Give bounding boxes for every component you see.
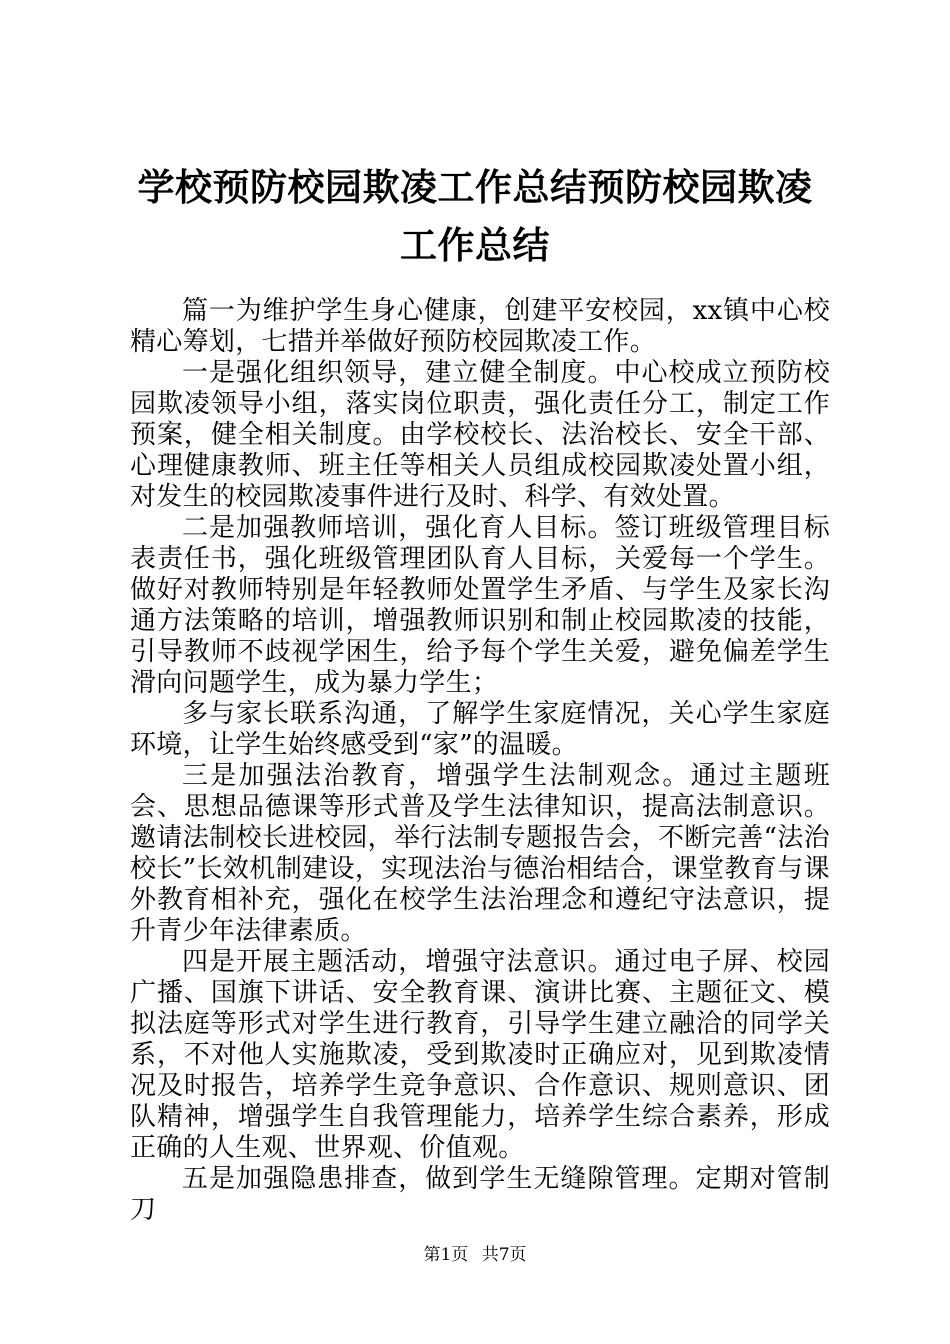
paragraph-measure-3: 三是加强法治教育，增强学生法制观念。通过主题班会、思想品德课等形式普及学生法律知识，提高法制意识。邀请法制校长进校园，举行法制专题报告会，不断完善“法治校长”长效机制建设，实现法治与德治相结合，课堂教育与课外教育相补充，强化在校学生法治理念和遵纪守法意识，提升青少年法律素质。 — [130, 761, 830, 946]
page-footer — [0, 1243, 950, 1267]
document-title: 学校预防校园欺凌工作总结预防校园欺凌工作总结 — [137, 165, 813, 267]
paragraph-parent-contact: 多与家长联系沟通，了解学生家庭情况，关心学生家庭环境，让学生始终感受到“家”的温暖。 — [130, 699, 830, 760]
paragraph-measure-4: 四是开展主题活动，增强守法意识。通过电子屏、校园广播、国旗下讲话、安全教育课、演讲比赛、主题征文、模拟法庭等形式对学生进行教育，引导学生建立融洽的同学关系，不对他人实施欺凌，受到欺凌时正确应对，见到欺凌情况及时报告，培养学生竞争意识、合作意识、规则意识、团队精神，增强学生自我管理能力，培养学生综合素养，形成正确的人生观、世界观、价值观。 — [130, 947, 830, 1163]
paragraph-measure-1: 一是强化组织领导，建立健全制度。中心校成立预防校园欺凌领导小组，落实岗位职责，强化责任分工，制定工作预案，健全相关制度。由学校校长、法治校长、安全干部、心理健康教师、班主任等相关人员组成校园欺凌处置小组，对发生的校园欺凌事件进行及时、科学、有效处置。 — [130, 358, 830, 512]
page-total: 共7页 — [481, 1245, 527, 1265]
paragraph-measure-5: 五是加强隐患排查，做到学生无缝隙管理。定期对管制刀 — [130, 1164, 830, 1225]
page-number: 第1页 — [423, 1245, 469, 1265]
paragraph-intro: 篇一为维护学生身心健康，创建平安校园，xx镇中心校精心筹划，七措并举做好预防校园欺凌工作。 — [130, 296, 830, 357]
paragraph-measure-2: 二是加强教师培训，强化育人目标。签订班级管理目标表责任书，强化班级管理团队育人目标，关爱每一个学生。做好对教师特别是年轻教师处置学生矛盾、与学生及家长沟通方法策略的培训，增强教师识别和制止校园欺凌的技能，引导教师不歧视学困生，给予每个学生关爱，避免偏差学生滑向问题学生，成为暴力学生； — [130, 513, 830, 698]
document-body — [130, 296, 830, 1226]
